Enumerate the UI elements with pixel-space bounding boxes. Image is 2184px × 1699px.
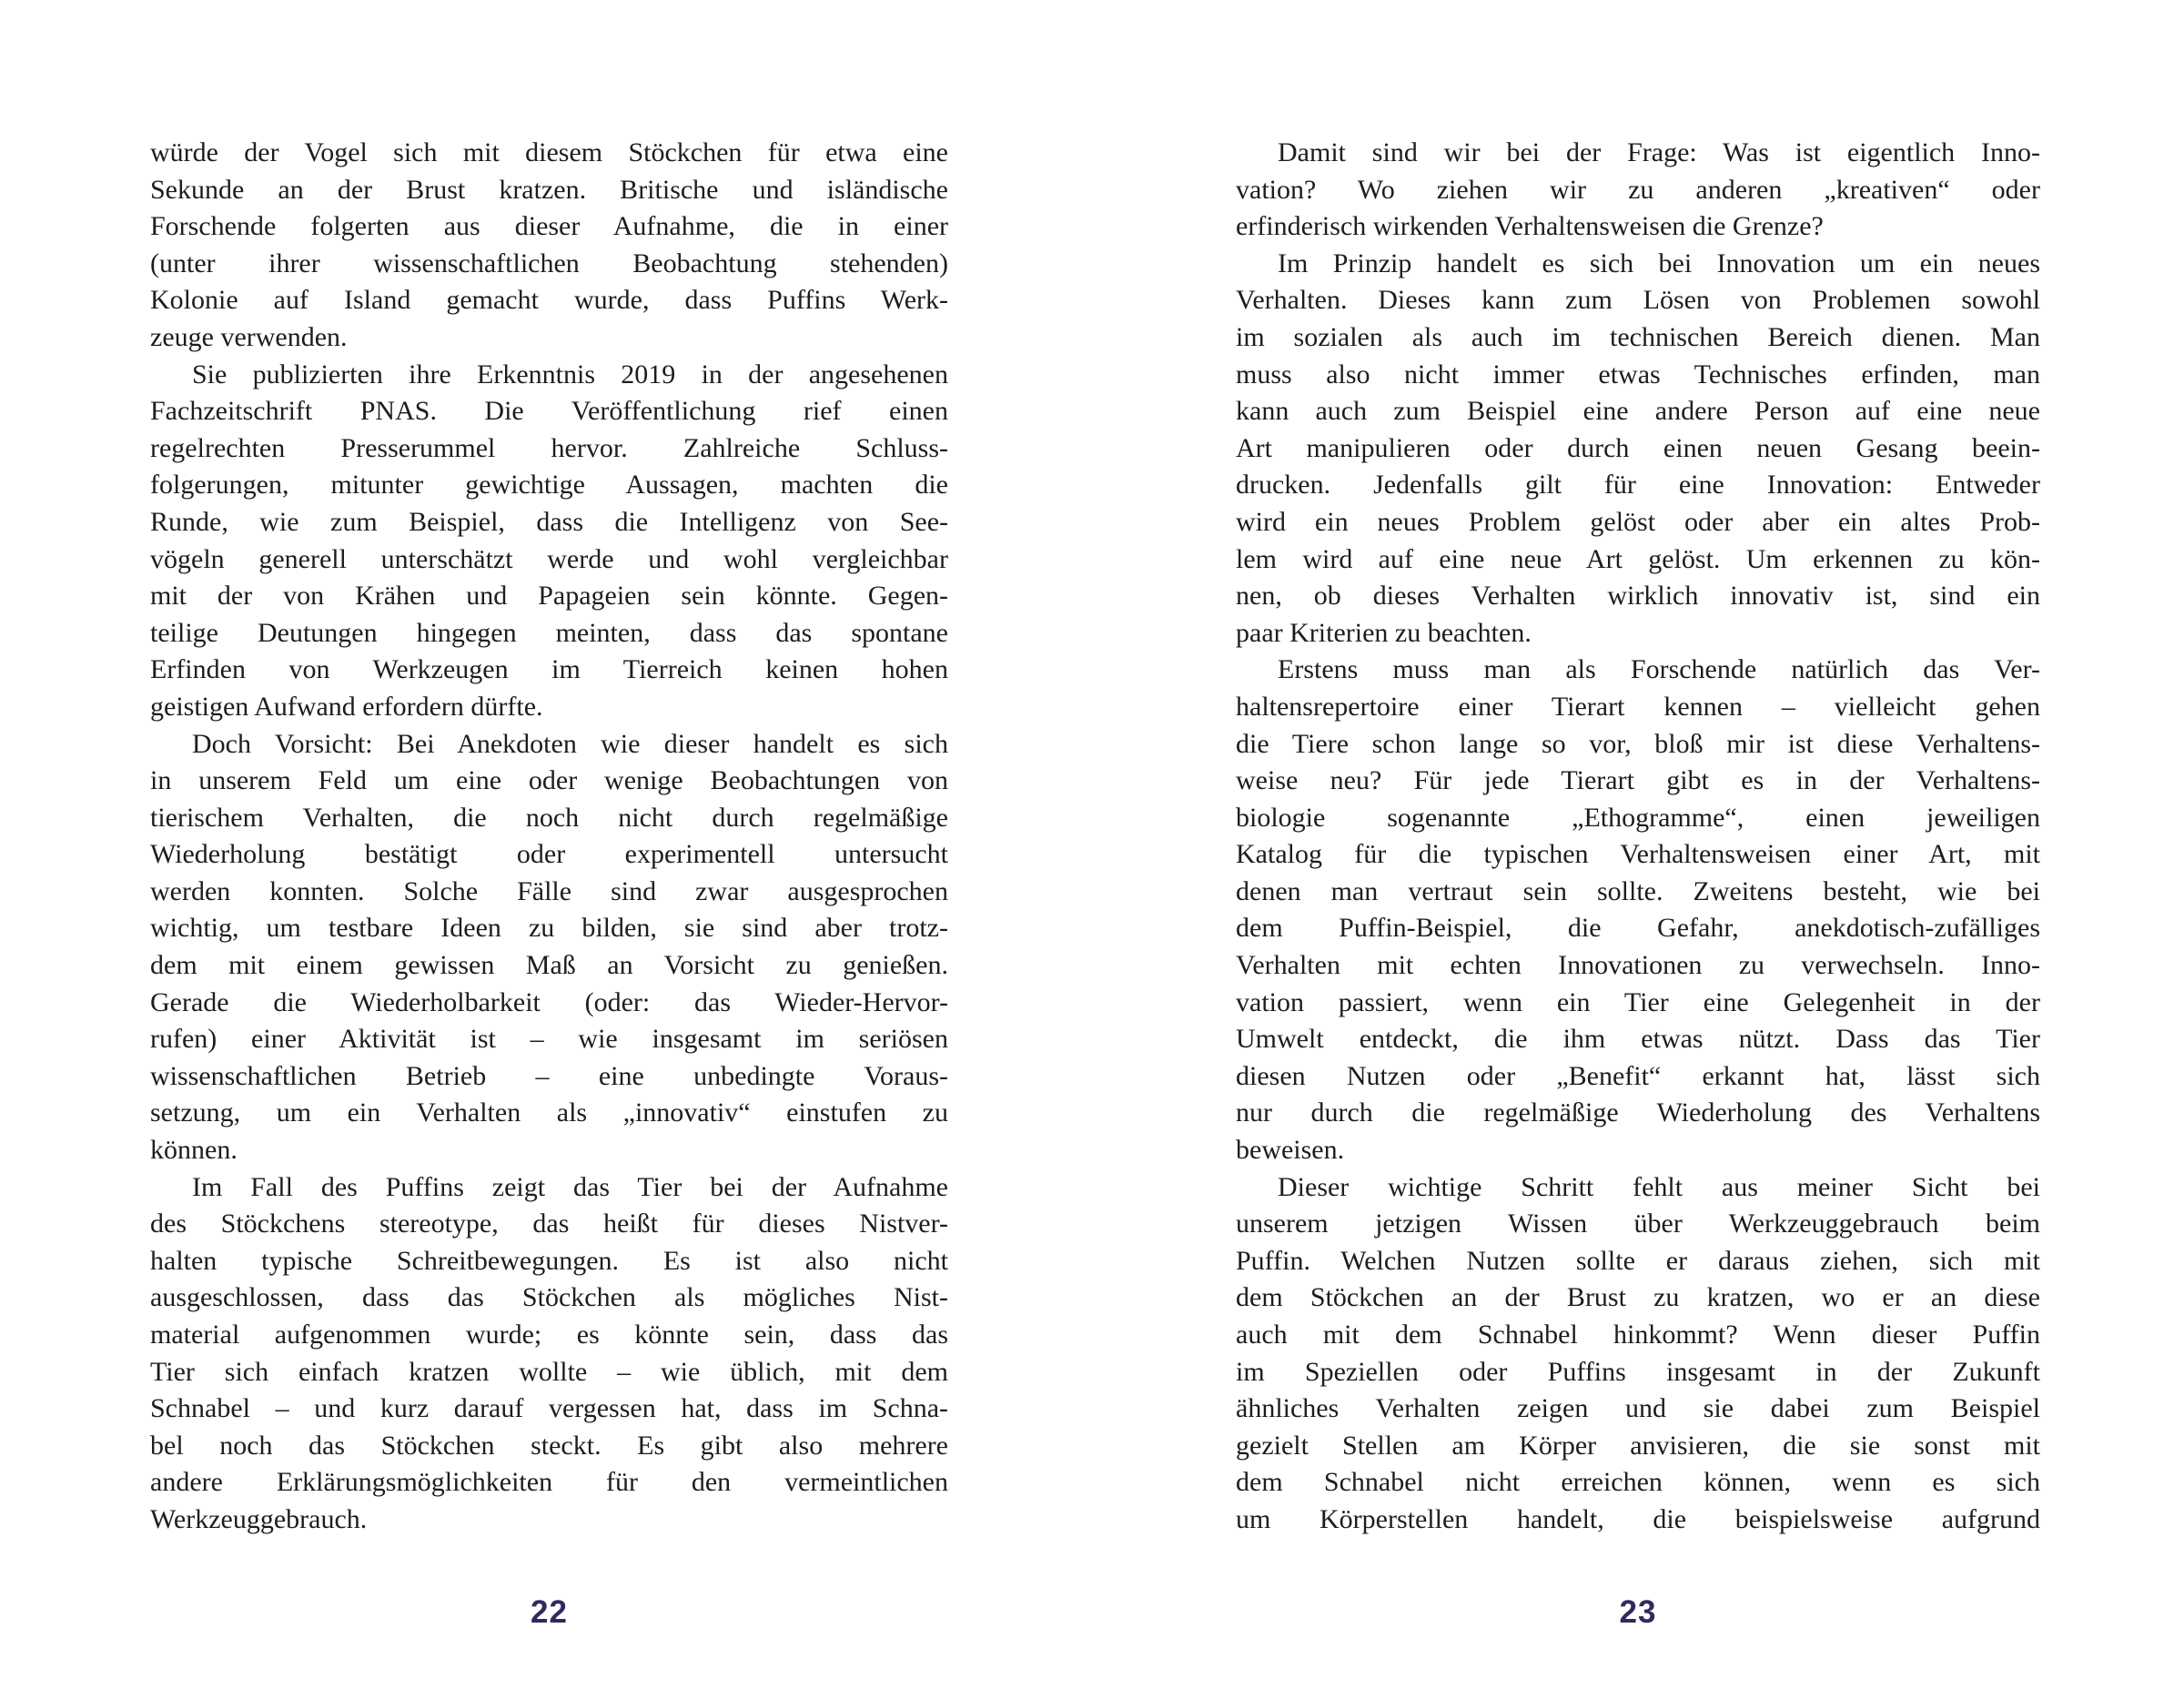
text-line: Damit sind wir bei der Frage: Was ist eigentlich Inno- <box>1278 137 2040 167</box>
text-line: lem wird auf eine neue Art gelöst. Um erkennen zu kön- <box>1236 543 2040 574</box>
text-line: geistigen Aufwand erfordern dürfte. <box>150 691 543 722</box>
text-line: würde der Vogel sich mit diesem Stöckchen für etwa eine <box>150 137 948 167</box>
page-number-left: 22 <box>531 1594 568 1630</box>
text-line: auch mit dem Schnabel hinkommt? Wenn dieser Puffin <box>1236 1320 2040 1350</box>
text-line: Verhalten. Dieses kann zum Lösen von Problemen sowohl <box>1236 285 2040 316</box>
page-right-textblock <box>1236 135 2040 1539</box>
page-left-textblock <box>150 135 948 1539</box>
text-line: Wiederholung bestätigt oder experimentell untersucht <box>150 839 948 870</box>
text-line: Sekunde an der Brust kratzen. Britische und isländische <box>150 174 948 205</box>
text-line: folgerungen, mitunter gewichtige Aussagen, machten die <box>150 470 948 501</box>
text-line: wichtig, um testbare Ideen zu bilden, sie sind aber trotz- <box>150 913 948 944</box>
text-line: vögeln generell unterschätzt werde und wohl vergleichbar <box>150 543 948 574</box>
text-line: ausgeschlossen, dass das Stöckchen als mögliches Nist- <box>150 1282 948 1313</box>
text-line: Erfinden von Werkzeugen im Tierreich keinen hohen <box>150 654 948 685</box>
text-line: im sozialen als auch im technischen Bereich dienen. Man <box>1236 321 2040 352</box>
text-line: tierischem Verhalten, die noch nicht durch regelmäßige <box>150 802 948 833</box>
text-line: Tier sich einfach kratzen wollte – wie üblich, mit dem <box>150 1356 948 1387</box>
text-line: diesen Nutzen oder „Benefit“ erkannt hat, lässt sich <box>1236 1060 2040 1091</box>
text-line: vation passiert, wenn ein Tier eine Gelegenheit in der <box>1236 986 2040 1017</box>
text-line: drucken. Jedenfalls gilt für eine Innovation: Entweder <box>1236 470 2040 501</box>
text-line: nen, ob dieses Verhalten wirklich innovativ ist, sind ein <box>1236 581 2040 612</box>
text-line: unserem jetzigen Wissen über Werkzeuggebrauch beim <box>1236 1209 2040 1239</box>
text-line: Werkzeuggebrauch. <box>150 1503 368 1534</box>
text-line: Gerade die Wiederholbarkeit (oder: das Wieder-Hervor- <box>150 986 948 1017</box>
text-line: werden konnten. Solche Fälle sind zwar ausgesprochen <box>150 875 948 906</box>
text-line: rufen) einer Aktivität ist – wie insgesamt im seriösen <box>150 1024 948 1055</box>
text-line: erfinderisch wirkenden Verhaltensweisen die Grenze? <box>1236 211 1824 242</box>
text-line: um Körperstellen handelt, die beispielsweise aufgrund <box>1236 1503 2040 1534</box>
page-number-right: 23 <box>1619 1594 1657 1630</box>
text-line: setzung, um ein Verhalten als „innovativ“ einstufen zu <box>150 1097 948 1128</box>
text-line: zeuge verwenden. <box>150 321 348 352</box>
text-line: andere Erklärungsmöglichkeiten für den vermeintlichen <box>150 1467 948 1498</box>
text-line: Doch Vorsicht: Bei Anekdoten wie dieser handelt es sich <box>192 728 948 759</box>
text-line: muss also nicht immer etwas Technisches erfinden, man <box>1236 359 2040 389</box>
text-line: weise neu? Für jede Tierart gibt es in der Verhaltens- <box>1236 765 2040 796</box>
text-line: Umwelt entdeckt, die ihm etwas nützt. Dass das Tier <box>1236 1024 2040 1055</box>
text-line: dem mit einem gewissen Maß an Vorsicht zu genießen. <box>150 950 948 981</box>
text-line: nur durch die regelmäßige Wiederholung des Verhaltens <box>1236 1097 2040 1128</box>
text-line: material aufgenommen wurde; es könnte sein, dass das <box>150 1320 948 1350</box>
text-line: dem Puffin-Beispiel, die Gefahr, anekdotisch-zufälliges <box>1236 913 2040 944</box>
text-line: Schnabel – und kurz darauf vergessen hat, dass im Schna- <box>150 1393 948 1424</box>
text-line: Sie publizierten ihre Erkenntnis 2019 in der angesehenen <box>192 359 948 389</box>
text-line: die Tiere schon lange so vor, bloß mir ist diese Verhaltens- <box>1236 728 2040 759</box>
text-line: Kolonie auf Island gemacht wurde, dass Puffins Werk- <box>150 285 948 316</box>
text-line: Katalog für die typischen Verhaltensweisen einer Art, mit <box>1236 839 2040 870</box>
text-line: Forschende folgerten aus dieser Aufnahme, die in einer <box>150 211 948 242</box>
text-line: dem Stöckchen an der Brust zu kratzen, wo er an diese <box>1236 1282 2040 1313</box>
text-line: kann auch zum Beispiel eine andere Person auf eine neue <box>1236 396 2040 427</box>
text-line: dem Schnabel nicht erreichen können, wenn es sich <box>1236 1467 2040 1498</box>
text-line: beweisen. <box>1236 1135 1345 1166</box>
text-line: paar Kriterien zu beachten. <box>1236 617 1532 648</box>
text-line: Fachzeitschrift PNAS. Die Veröffentlichung rief einen <box>150 396 948 427</box>
text-line: Verhalten mit echten Innovationen zu verwechseln. Inno- <box>1236 950 2040 981</box>
text-line: im Speziellen oder Puffins insgesamt in der Zukunft <box>1236 1356 2040 1387</box>
text-line: halten typische Schreitbewegungen. Es ist also nicht <box>150 1245 948 1276</box>
text-line: wissenschaftlichen Betrieb – eine unbedingte Voraus- <box>150 1060 948 1091</box>
text-line: Im Fall des Puffins zeigt das Tier bei der Aufnahme <box>192 1171 948 1202</box>
text-line: mit der von Krähen und Papageien sein könnte. Gegen- <box>150 581 948 612</box>
text-line: Im Prinzip handelt es sich bei Innovation um ein neues <box>1278 248 2040 278</box>
text-line: ähnliches Verhalten zeigen und sie dabei zum Beispiel <box>1236 1393 2040 1424</box>
text-line: regelrechten Presserummel hervor. Zahlreiche Schluss- <box>150 432 948 463</box>
text-line: können. <box>150 1135 238 1166</box>
text-line: Runde, wie zum Beispiel, dass die Intelligenz von See- <box>150 506 948 537</box>
text-line: biologie sogenannte „Ethogramme“, einen jeweiligen <box>1236 802 2040 833</box>
text-line: denen man vertraut sein sollte. Zweitens besteht, wie bei <box>1236 875 2040 906</box>
text-line: Erstens muss man als Forschende natürlich das Ver- <box>1278 654 2040 685</box>
text-line: Puffin. Welchen Nutzen sollte er daraus ziehen, sich mit <box>1236 1245 2040 1276</box>
text-line: Art manipulieren oder durch einen neuen Gesang beein- <box>1236 432 2040 463</box>
text-line: vation? Wo ziehen wir zu anderen „kreativen“ oder <box>1236 174 2040 205</box>
text-line: wird ein neues Problem gelöst oder aber ein altes Prob- <box>1236 506 2040 537</box>
text-line: Dieser wichtige Schritt fehlt aus meiner Sicht bei <box>1278 1171 2040 1202</box>
text-line: teilige Deutungen hingegen meinten, dass das spontane <box>150 617 948 648</box>
text-line: (unter ihrer wissenschaftlichen Beobachtung stehenden) <box>150 248 948 278</box>
text-line: gezielt Stellen am Körper anvisieren, die sie sonst mit <box>1236 1430 2040 1461</box>
text-line: haltensrepertoire einer Tierart kennen – vielleicht gehen <box>1236 691 2040 722</box>
text-line: bel noch das Stöckchen steckt. Es gibt also mehrere <box>150 1430 948 1461</box>
text-line: des Stöckchens stereotype, das heißt für dieses Nistver- <box>150 1209 948 1239</box>
text-line: in unserem Feld um eine oder wenige Beobachtungen von <box>150 765 948 796</box>
